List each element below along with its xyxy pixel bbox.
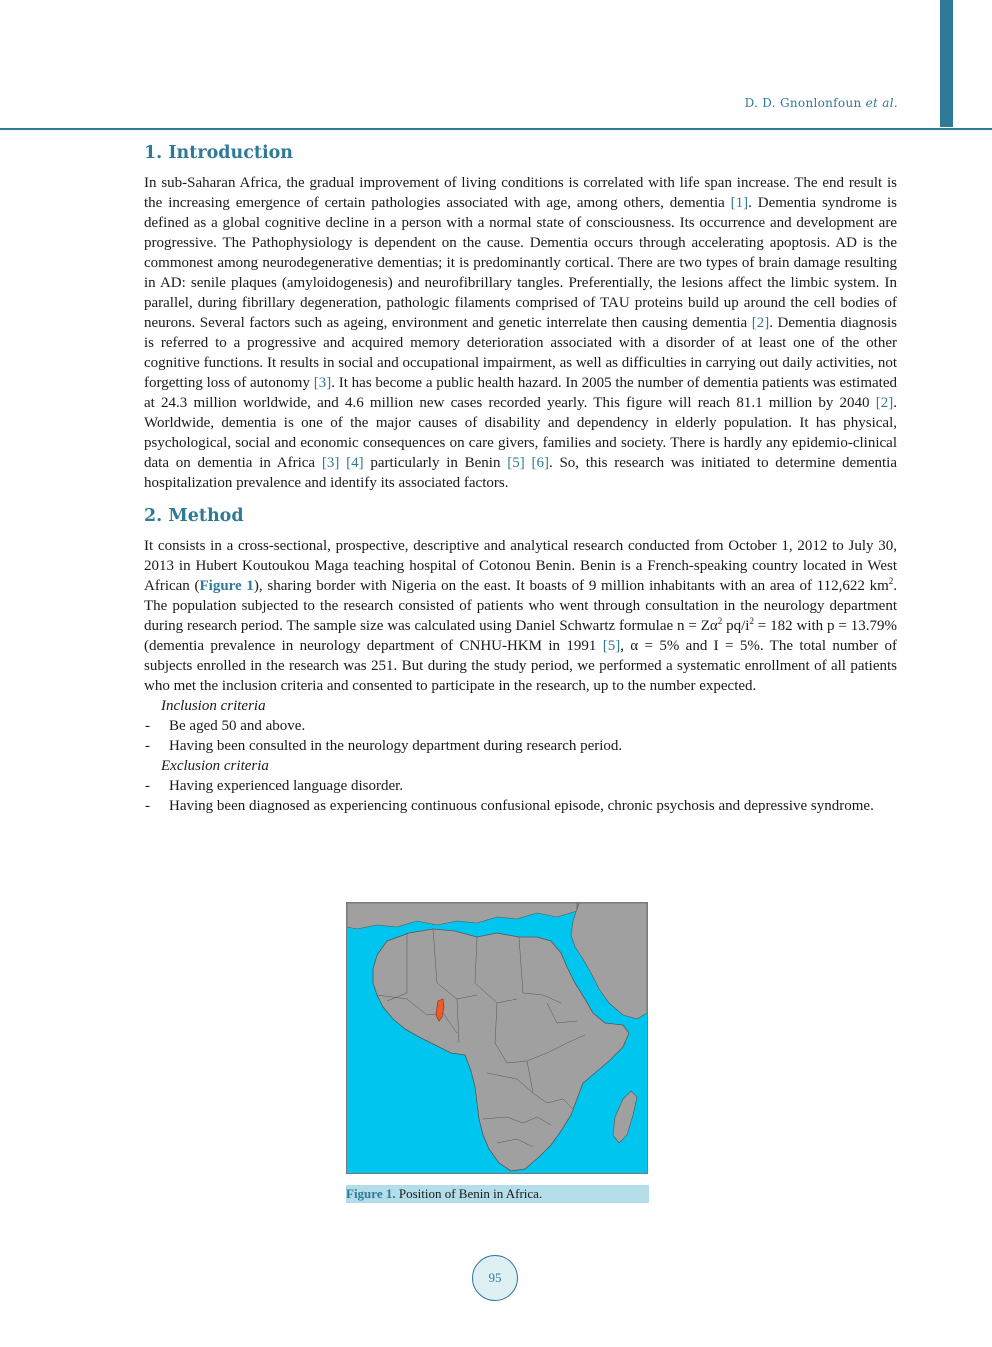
africa-map [347,903,647,1173]
header-tab-bar [940,0,953,127]
list-item: - Having experienced language disorder. [145,778,404,794]
section-heading-introduction: 1. Introduction [144,143,293,163]
africa-map-figure [346,902,648,1174]
bullet-dash: - [145,718,150,734]
header-etal: et al. [865,96,898,110]
section-heading-method: 2. Method [144,506,244,526]
header-author-name: D. D. Gnonlonfoun [744,96,862,110]
citation-link[interactable]: [5] [602,638,621,654]
bullet-dash: - [145,778,150,794]
bullet-dash: - [145,798,150,814]
introduction-paragraph: In sub-Saharan Africa, the gradual improvement of living conditions is correlated with life span increase. The end result is the increasing emergence of certain pathologies associated with age, among others, dementia [1]. Dementia syndrome is defined as a global cognitive decline in a person with a normal state of consciousness. Its occurrence and development are progressive. The Pathophysiology is dependent on the cause. Dementia occurs through accelerating apoptosis. AD is the commonest among neurodegenerative dementias; it is predominantly cortical. There are two types of brain damage resulting in AD: senile plaques (amyloidogenesis) and neurofibrillary tangles. Preferentially, the lesions affect the limbic system. In parallel, during fibrillary degeneration, pathologic filaments comprised of TAU proteins build up around the cell bodies of neurons. Several factors such as ageing, environment and genetic interrelate then causing dementia [2]. Dementia diagnosis is referred to a progressive and acquired memory deterioration associated with a disorder of at least one of the other cognitive functions. It results in social and occupational impairment, as well as difficulties in carrying out daily activities, not forgetting loss of autonomy [3]. It has become a public health hazard. In 2005 the number of dementia patients was estimated at 24.3 million worldwide, and 4.6 million new cases recorded yearly. This figure will reach 81.1 million by 2040 [2]. Worldwide, dementia is one of the major causes of disability and dependency in elderly population. It has physical, psychological, social and economic consequences on care givers, families and society. There is hardly any epidemio-clinical data on dementia in Africa [3] [4] particularly in Benin [5] [6]. So, this research was initiated to determine dementia hospitalization prevalence and identify its associated factors. [144,175,898,491]
exclusion-criteria-heading: Exclusion criteria [161,758,269,774]
madagascar-island [613,1091,637,1143]
citation-link[interactable]: [3] [321,455,340,471]
citation-link[interactable]: [6] [531,455,549,471]
list-item: - Be aged 50 and above. [145,718,306,734]
citation-link[interactable]: [4] [346,455,364,471]
bullet-dash: - [145,738,150,754]
citation-link[interactable]: [2] [875,395,894,411]
list-item: - Having been consulted in the neurology department during research period. [145,738,623,754]
header-rule [0,128,992,130]
list-item: - Having been diagnosed as experiencing continuous confusional episode, chronic psychosis and depressive syndrome. [145,798,874,814]
figure-caption [346,1185,649,1203]
citation-link[interactable]: [5] [507,455,525,471]
citation-link[interactable]: [2] [751,315,770,331]
article-body [144,140,897,816]
figure-label: Figure 1. [346,1186,396,1201]
inclusion-criteria-heading: Inclusion criteria [161,698,266,714]
page-number-badge: 95 [472,1255,518,1301]
figure-link[interactable]: Figure 1 [199,578,254,594]
citation-link[interactable]: [3] [313,375,332,391]
method-paragraph: It consists in a cross-sectional, prospective, descriptive and analytical research conducted from October 1, 2012 to July 30, 2013 in Hubert Koutoukou Maga teaching hospital of Cotonou Benin. Benin is a French-speaking country located in West African (Figure 1), sharing border with Nigeria on the east. It boasts of 9 million inhabitants with an area of 112,622 $km^2$. The population subjected to the research consisted of patients who went through consultation in the neurology department during research period. The sample size was calculated using Daniel Schwartz formulae $n = Z\alpha^2$ $pq/i^2 = 182$ with p = 13.79% (dementia prevalence in neurology department of CNHU-HKM in 1991 [5], α = 5% and I = 5%. The total number of subjects enrolled in the research was 251. But during the study period, we performed a systematic enrollment of all patients who met the inclusion criteria and consented to participate in the research, up to the number expected. [144,538,897,694]
running-header [745,96,898,110]
europe-landmass [347,903,577,929]
citation-link[interactable]: [1] [730,195,749,211]
figure-caption-text: Position of Benin in Africa. [395,1186,543,1201]
